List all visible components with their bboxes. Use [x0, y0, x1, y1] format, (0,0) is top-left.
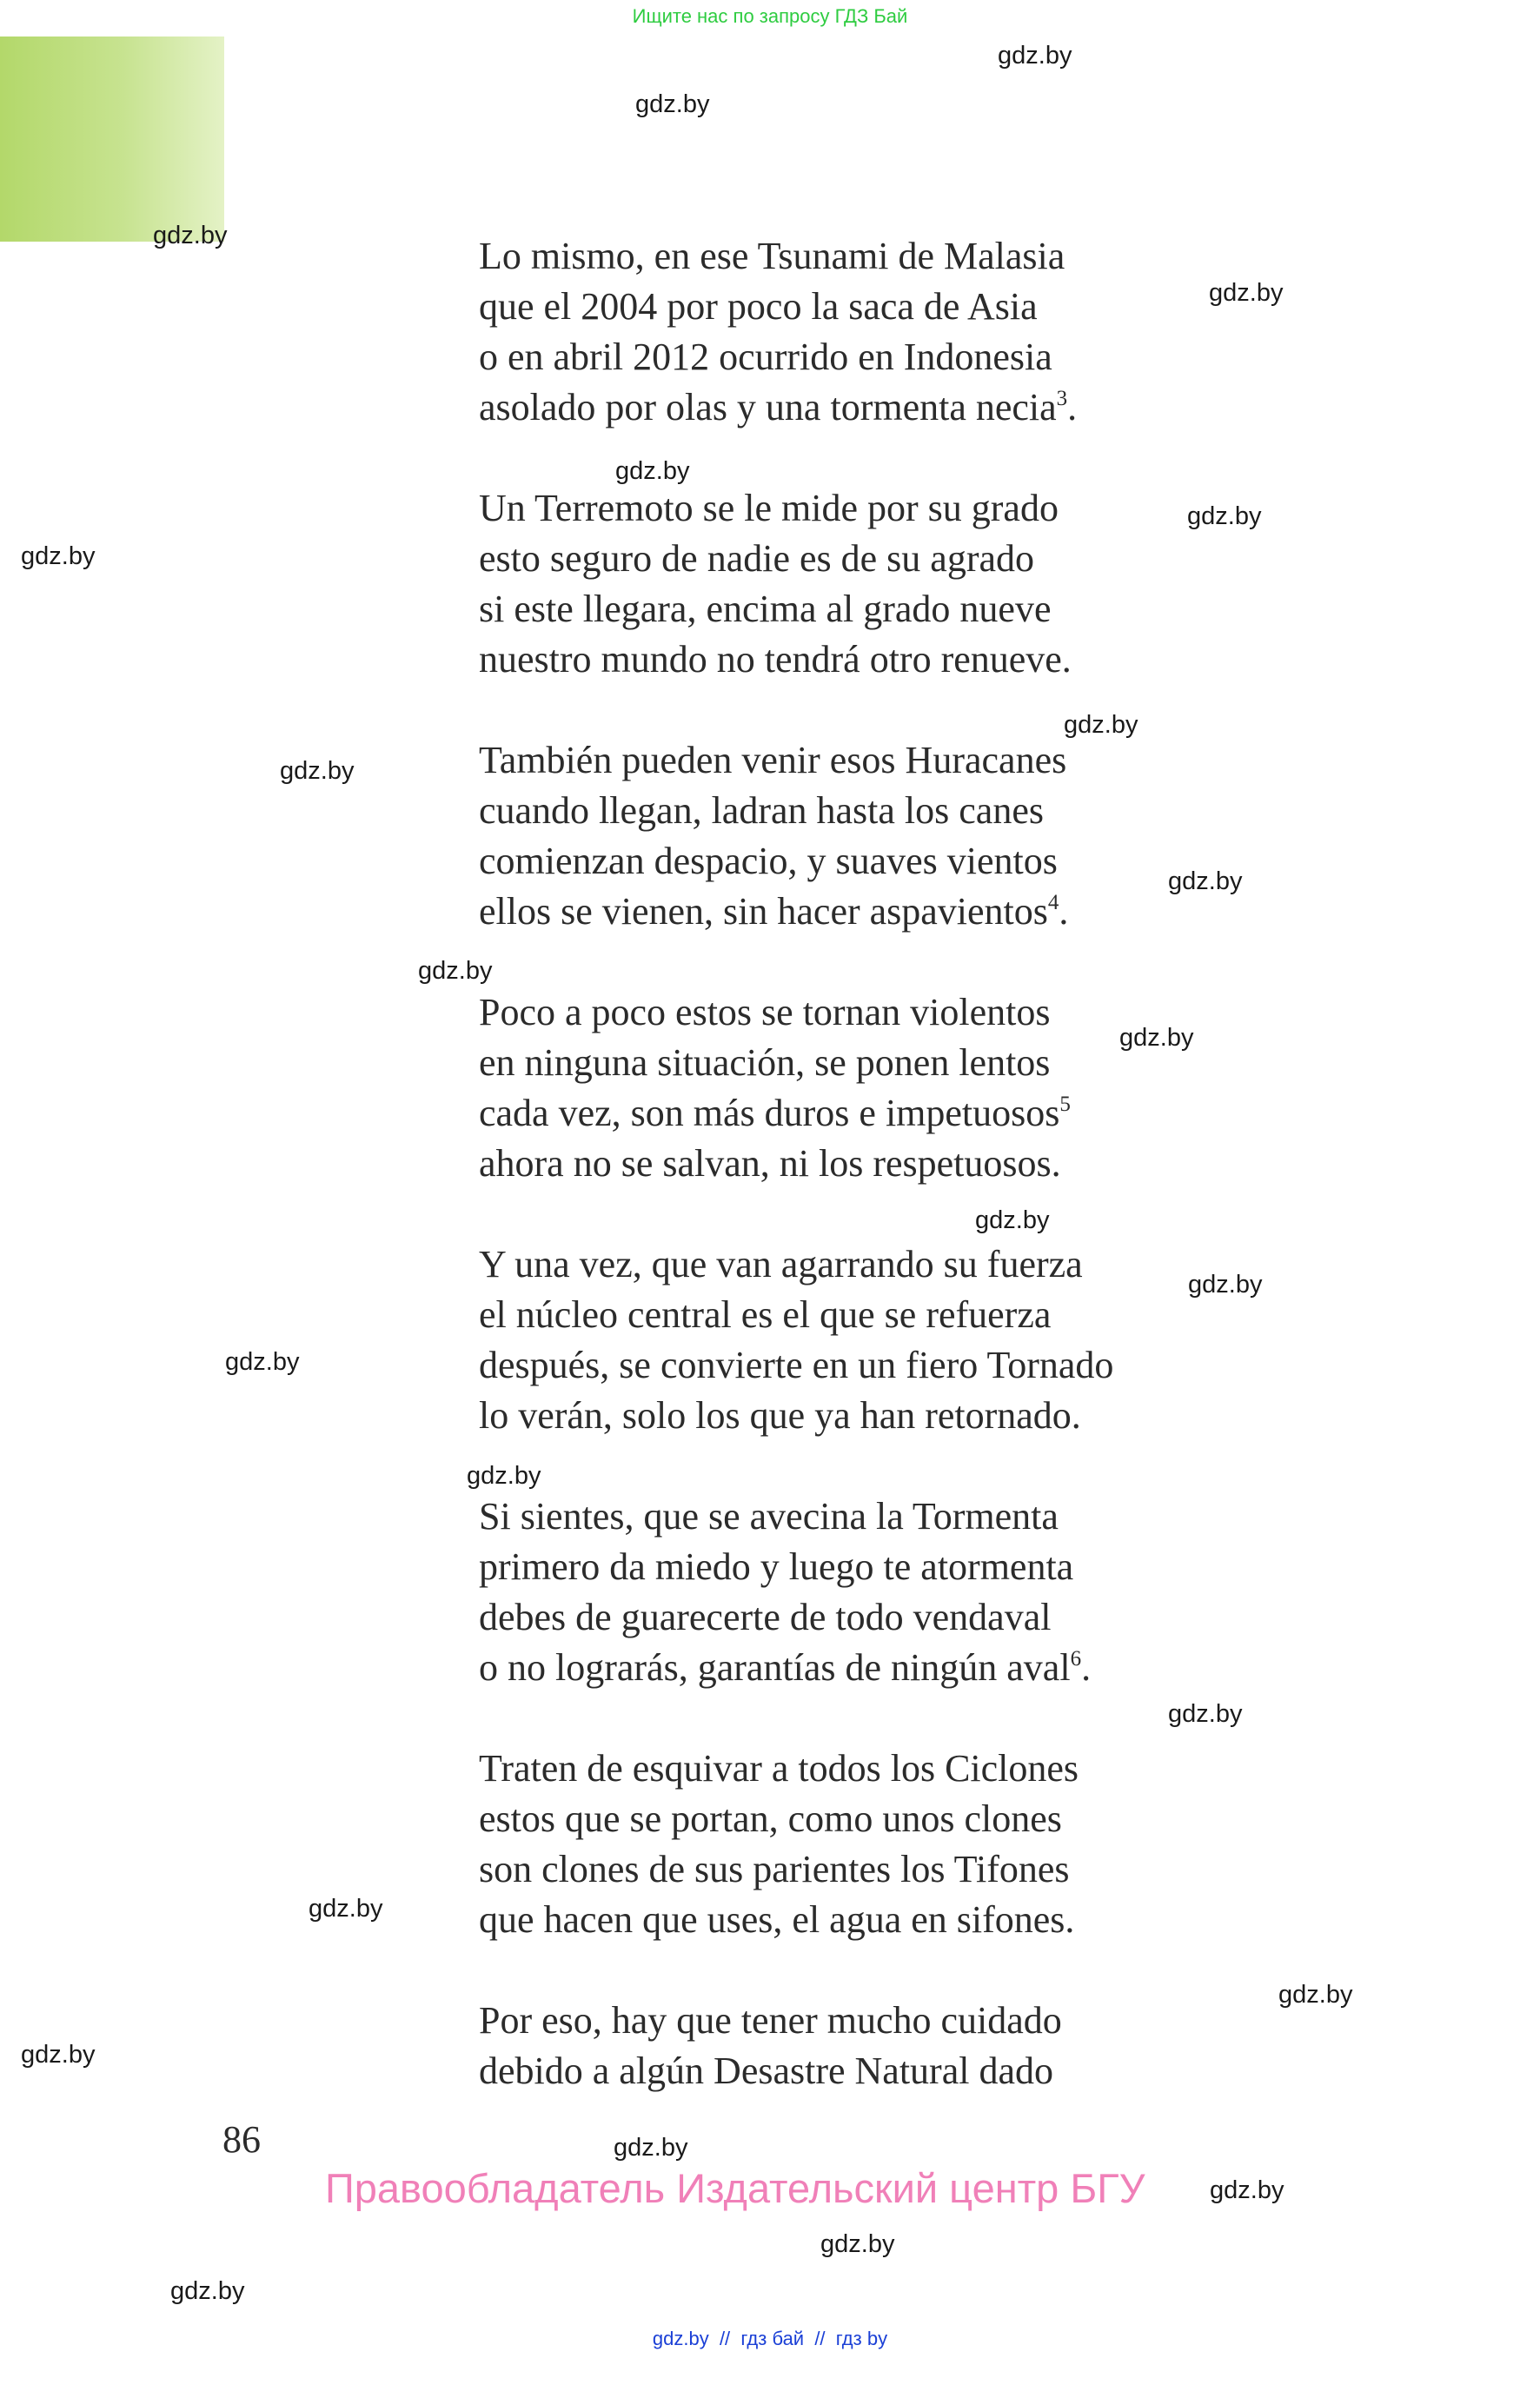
watermark: gdz.by [309, 1895, 383, 1923]
watermark: gdz.by [1168, 867, 1243, 895]
poem-line: esto seguro de nadie es de su agrado [479, 537, 1035, 580]
page-number: 86 [222, 2118, 261, 2161]
watermark: gdz.by [467, 1462, 541, 1490]
stanza [479, 1996, 1200, 2096]
poem [479, 231, 1200, 2096]
poem-line: lo verán, solo los que ya han retornado. [479, 1394, 1081, 1437]
footnote-marker: 6 [1070, 1647, 1082, 1671]
poem-line: en ninguna situación, se ponen lentos [479, 1041, 1051, 1084]
poem-line: ellos se vienen, sin hacer aspavientos$^4$. [479, 890, 1069, 933]
poem-line: ahora no se salvan, ni los respetuosos. [479, 1142, 1061, 1185]
poem-line: Por eso, hay que tener mucho cuidado [479, 1999, 1062, 2042]
watermark: gdz.by [1188, 1271, 1263, 1299]
poem-line: asolado por olas y una tormenta necia$^3$. [479, 386, 1078, 429]
stanza [479, 735, 1200, 937]
watermark: gdz.by [1278, 1981, 1353, 2009]
watermark: gdz.by [225, 1348, 300, 1376]
watermark: gdz.by [1210, 2176, 1284, 2204]
watermark: gdz.by [820, 2230, 895, 2258]
corner-color-block [0, 37, 224, 242]
poem-line: cada vez, son más duros e impetuosos$^5$ [479, 1092, 1071, 1134]
watermark: gdz.by [280, 757, 355, 785]
poem-line: Traten de esquivar a todos los Ciclones [479, 1747, 1079, 1790]
poem-line: Un Terremoto se le mide por su grado [479, 487, 1059, 529]
watermark: gdz.by [975, 1206, 1050, 1234]
footnote-marker: 4 [1047, 891, 1059, 914]
poem-line: comienzan despacio, y suaves vientos [479, 840, 1058, 882]
poem-line: Lo mismo, en ese Tsunami de Malasia [479, 235, 1065, 277]
watermark: gdz.by [418, 957, 493, 985]
copyright-notice: Правообладатель Издательский центр БГУ [325, 2165, 1145, 2211]
stanza [479, 1744, 1200, 1945]
poem-line: son clones de sus parientes los Tifones [479, 1848, 1070, 1890]
stanza [479, 483, 1200, 685]
watermark: gdz.by [21, 542, 96, 570]
watermark: gdz.by [21, 2041, 96, 2069]
poem-line: que hacen que uses, el agua en sifones. [479, 1898, 1075, 1941]
watermark: gdz.by [615, 457, 690, 485]
poem-line: debes de guarecerte de todo vendaval [479, 1596, 1052, 1638]
poem-line: Si sientes, que se avecina la Tormenta [479, 1495, 1059, 1538]
poem-line: Y una vez, que van agarrando su fuerza [479, 1243, 1083, 1286]
search-hint-banner: Ищите нас по запросу ГДЗ Бай [632, 5, 908, 27]
poem-line: que el 2004 por poco la saca de Asia [479, 285, 1038, 328]
stanza [479, 1491, 1200, 1693]
poem-line: debido a algún Desastre Natural dado [479, 2050, 1053, 2092]
stanza [479, 231, 1200, 433]
poem-line: si este llegara, encima al grado nueve [479, 588, 1052, 630]
stanza [479, 1239, 1200, 1441]
watermark: gdz.by [1119, 1024, 1194, 1052]
poem-line: primero da miedo y luego te atormenta [479, 1545, 1074, 1588]
watermark: gdz.by [1064, 711, 1138, 739]
watermark: gdz.by [1168, 1700, 1243, 1728]
watermark: gdz.by [170, 2277, 245, 2305]
watermark: gdz.by [998, 42, 1072, 70]
poem-line: Poco a poco estos se tornan violentos [479, 991, 1051, 1033]
footnote-marker: 5 [1059, 1093, 1071, 1116]
stanza [479, 987, 1200, 1189]
poem-line: estos que se portan, como unos clones [479, 1797, 1062, 1840]
watermark: gdz.by [614, 2134, 688, 2162]
watermark: gdz.by [1187, 502, 1262, 530]
watermark: gdz.by [1209, 279, 1284, 307]
poem-line: o en abril 2012 ocurrido en Indonesia [479, 335, 1052, 378]
watermark: gdz.by [153, 222, 228, 249]
watermark: gdz.by [635, 90, 710, 118]
poem-line: nuestro mundo no tendrá otro renueve. [479, 638, 1072, 681]
poem-line: o no lograrás, garantías de ningún aval$^6$. [479, 1646, 1092, 1689]
poem-line: También pueden venir esos Huracanes [479, 739, 1067, 781]
footer-links: gdz.by // гдз бай // гдз by [652, 2328, 888, 2349]
poem-line: el núcleo central es el que se refuerza [479, 1293, 1052, 1336]
footnote-marker: 3 [1056, 387, 1068, 410]
poem-line: cuando llegan, ladran hasta los canes [479, 789, 1044, 832]
poem-line: después, se convierte en un fiero Tornado [479, 1344, 1114, 1386]
